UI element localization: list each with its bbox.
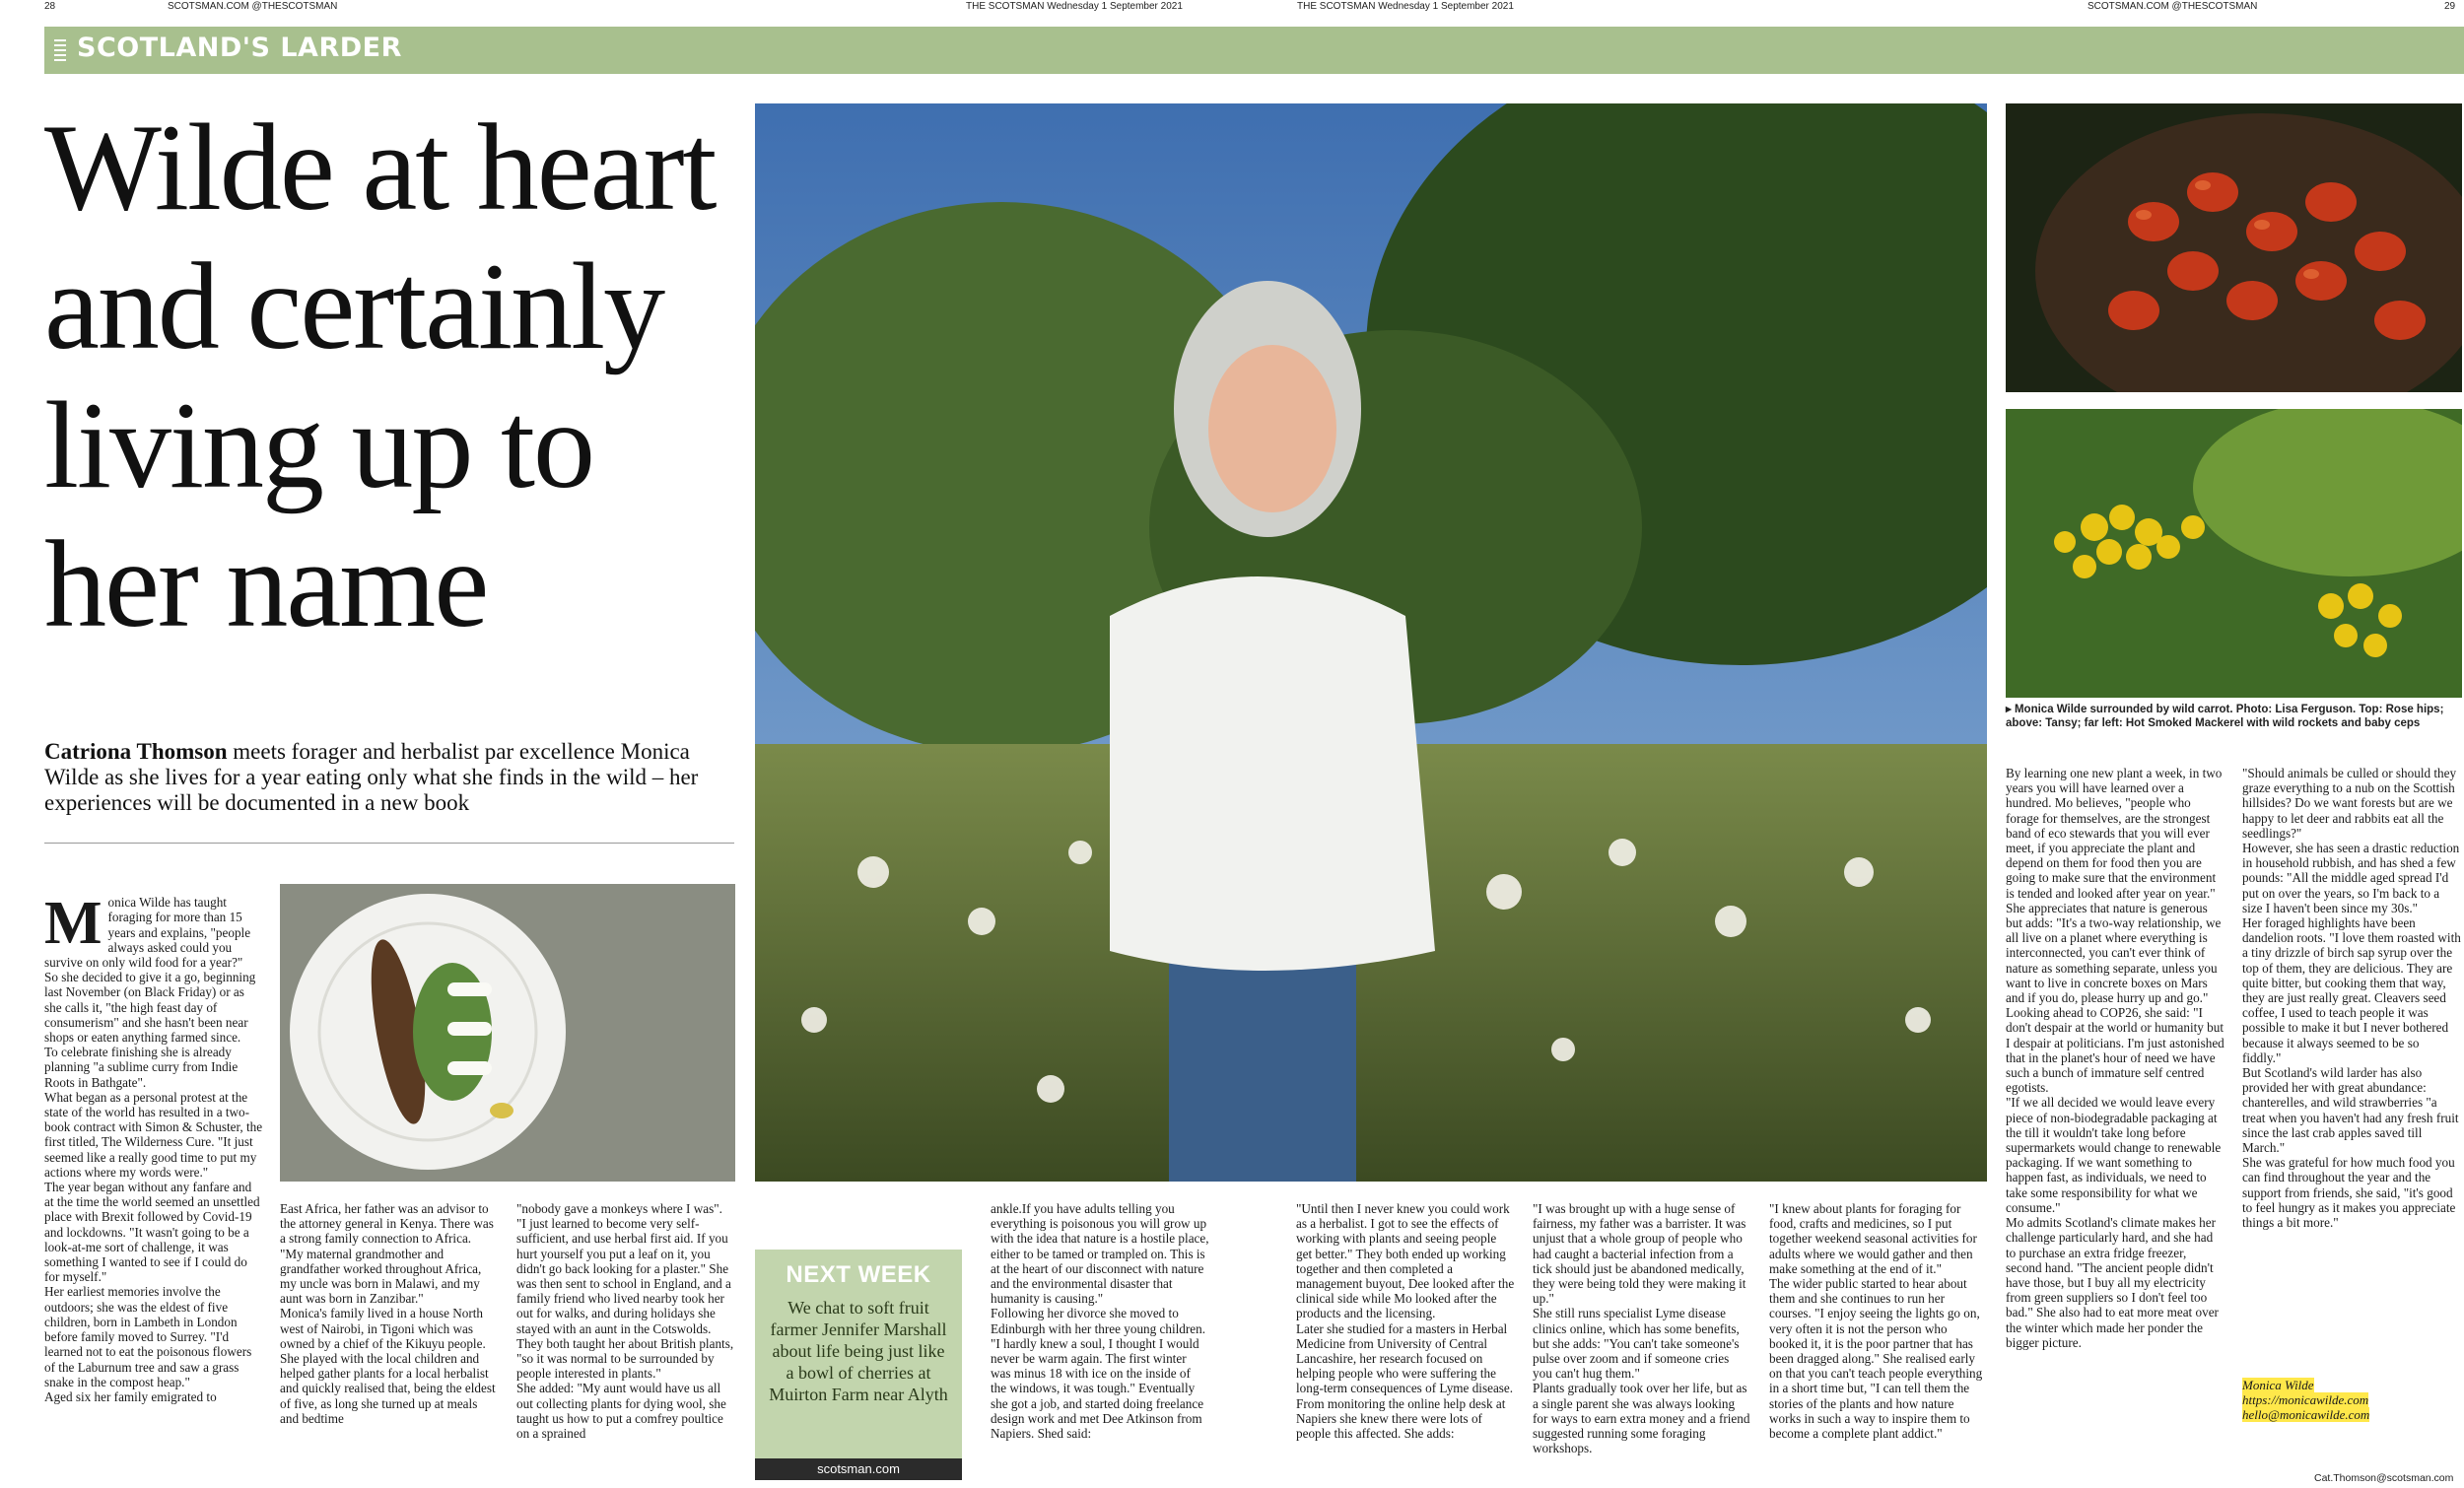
author-email-link[interactable]: Cat.Thomson@scotsman.com — [2314, 1472, 2454, 1484]
body-column-8: By learning one new plant a week, in two years you will have learned over a hundred. Mo believes, "people who forage for themselves, are the strongest band of eco stewards that you will ever meet, if you appreciate the plant and depend on them for food then you are going to make sure that the environment is tended and looked after year on year." She appreciates that nature is generous but adds: "It's a two-way relationship, we all live on a planet where everything is interconnected, you can't ever think of nature as something separate, unless you want to live in concrete boxes on Mars and if you do, please hurry up and go." Looking ahead to COP26, she said: "I don't despair at the world or humanity but I despair at politicians. I'm just astonished that in the planet's hour of need we have such a bunch of immature self centred egotists. "If we all decided we would leave every piece of non-biodegradable packaging at the till it wouldn't take long before supermarkets would change to renewable packaging. If we want something to happen fast, as individuals, we need to take some responsibility for what we consume." Mo admits Scotland's climate makes her challenge particularly hard, and she had to purchase an extra fridge freezer, second hand. "The ancient people didn't have those, but I buy all my electricity from green suppliers so I don't feel too bad." She also had to eat more meat over the winter which made her ponder the bigger picture. — [2006, 766, 2224, 1350]
signature-email-link[interactable]: hello@monicawilde.com — [2242, 1407, 2370, 1422]
body-column-6: "I was brought up with a huge sense of fairness, my father was a barrister. It was unjust that a whole group of people who had caught a bacterial infection from a tick should just be abandoned medically, they were being told they were making it up." She still runs specialist Lyme disease clinics online, which has some benefits, but she adds: "You can't take someone's pulse over zoom and if someone cries you can't hug them." Plants gradually took over her life, but as a single parent she was always looking for ways to earn extra money and a friend suggested running some foraging workshops. — [1533, 1201, 1750, 1456]
body-column-3: "nobody gave a monkeys where I was". "I just learned to become very self-sufficient, and use herbal first aid. If you hurt yourself you put a leaf on it, you didn't go back looking for a plaster." She was then sent to school in England, and a family friend who lived nearby took her out for walks, and during holidays she stayed with an aunt in the Cotswolds. They both taught her about British plants, "so it was normal to be surrounded by people interested in plants." She added: "My aunt would have us all out collecting plants for dying wool, she taught us how to put a comfrey poultice on a sprained — [516, 1201, 734, 1442]
folio-paper-left: THE SCOTSMAN Wednesday 1 September 2021 — [966, 1, 1183, 12]
folio-paper-right: THE SCOTSMAN Wednesday 1 September 2021 — [1297, 1, 1514, 12]
section-band — [44, 27, 2464, 74]
headline: Wilde at heart and certainly living up to her name — [44, 100, 716, 653]
rose-hips-photo — [2006, 103, 2462, 392]
section-rules-icon — [54, 39, 66, 61]
dropcap: M — [44, 890, 103, 958]
section-title: SCOTLAND'S LARDER — [77, 33, 402, 63]
signature-name: Monica Wilde — [2242, 1378, 2314, 1392]
body-column-9: "Should animals be culled or should they graze everything to a nub on the Scottish hillsides? Do we want forests but are we happy to let deer and rabbits eat all the seedlings?" However, she has seen a drastic reduction in household rubbish, and has shed a few pounds: "All the middle aged spread I'd put on over the years, so I'm back to a size I haven't been since my 30s." Her foraged highlights have been dandelion roots. "I love them roasted with a tiny drizzle of birch sap syrup over the top of them, they are delicious. They are quite bitter, but cooking them that way, they are just really great. Cleavers seed coffee, I used to teach people it was possible to make it but I never bothered because it always seemed to be so fiddly." But Scotland's wild larder has also provided her with great abundance: chanterelles, and wild strawberries "a treat when you haven't had any fresh fruit since the last crab apples saved till March." She was grateful for how much food you can find throughout the year and the support from friends, she said, "it's good to feel hungry as it makes you appreciate things a bit more." — [2242, 766, 2461, 1231]
caption-pointer-icon: ▸ — [2006, 704, 2015, 715]
tansy-photo — [2006, 409, 2462, 698]
folio-site-right: SCOTSMAN.COM @THESCOTSMAN — [2088, 1, 2258, 12]
standfirst-text: meets forager and herbalist par excellence Monica Wilde as she lives for a year eating only what she finds in the wild – her experiences will be documented in a new book — [44, 739, 699, 815]
signature-url-link[interactable]: https://monicawilde.com — [2242, 1392, 2369, 1407]
mackerel-illustration — [280, 884, 735, 1182]
next-week-title: NEXT WEEK — [786, 1261, 931, 1288]
standfirst — [44, 739, 734, 816]
byline: Catriona Thomson — [44, 739, 228, 764]
next-week-footer-link[interactable]: scotsman.com — [755, 1458, 962, 1480]
folio-site-left: SCOTSMAN.COM @THESCOTSMAN — [168, 1, 338, 12]
next-week-box — [755, 1250, 962, 1458]
body-column-7: "I knew about plants for foraging for food, crafts and medicines, so I put together weekend seasonal activities for adults where we would gather and then make something at the end of it." The wider public started to hear about them and she continues to run her courses. "I enjoy seeing the lights go on, very often it is not the person who booked it, it is the poor partner that has been dragged along." She realised early on that you can't teach people everything in a short time but, "I can tell them the stories of the plants and how nature works in such a way to inspire them to become a complete plant addict." — [1769, 1201, 1983, 1442]
tansy-illustration — [2006, 409, 2462, 698]
next-week-body: We chat to soft fruit farmer Jennifer Marshall about life being just like a bowl of cherries at Muirton Farm near Alyth — [769, 1298, 948, 1404]
caption-text: Monica Wilde surrounded by wild carrot. Photo: Lisa Ferguson. Top: Rose hips; above: Tansy; far left: Hot Smoked Mackerel with wild rockets and baby ceps — [2006, 704, 2444, 729]
page-number-right: 29 — [2444, 1, 2456, 12]
main-portrait-photo — [755, 103, 1987, 1182]
portrait-illustration — [755, 103, 1987, 1182]
page-number-left: 28 — [44, 1, 56, 12]
signature-block — [2242, 1378, 2369, 1422]
body-column-2: East Africa, her father was an advisor to the attorney general in Kenya. There was a strong family connection to Africa. "My maternal grandmother and grandfather worked throughout Africa, my uncle was born in Malawi, and my aunt was born in Zanzibar." Monica's family lived in a house North west of Nairobi, in Tigoni which was owned by a chief of the Kikuyu people. She played with the local children and helped gather plants for a local herbalist and quickly realised that, being the eldest of five, as long she turned up at meals and bedtime — [280, 1201, 496, 1426]
body-column-1 — [44, 880, 263, 1483]
body-column-5: "Until then I never knew you could work as a herbalist. I got to see the effects of working with plants and seeing people get better." They both ended up working together and then completed a management buyout, Dee looked after the clinical side while Mo looked after the products and the licensing. Later she studied for a masters in Herbal Medicine from University of Central Lancashire, her research focused on helping people who were suffering the long-term consequences of Lyme disease. From monitoring the online help desk at Napiers she knew there were lots of people this affected. She adds: — [1296, 1201, 1515, 1442]
body-column-4: ankle.If you have adults telling you everything is poisonous you will grow up with the idea that nature is a hostile place, either to be tamed or trampled on. This is at the heart of our disconnect with nature and the environmental disaster that humanity is causing." Following her divorce she moved to Edinburgh with her three young children. "I hardly knew a soul, I thought I would never be warm again. The first winter was minus 18 with ice on the inside of the windows, it was tough." Eventually she got a job, and started doing freelance design work and met Dee Atkinson from Napiers. Shed said: — [991, 1201, 1209, 1442]
body-column-1-text: onica Wilde has taught foraging for more than 15 years and explains, "people always asked could you survive on only wild food for a year?" So she decided to give it a go, beginning last November (on Black Friday) or as she calls it, "the high feast day of consumerism" and she hasn't been near shops or eaten anything farmed since. To celebrate finishing she is already planning "a sublime curry from Indie Roots in Bathgate". What began as a personal protest at the state of the world has resulted in a two-book contract with Simon & Schuster, the first titled, The Wilderness Cure. "It just seemed like a really good time to put my actions where my words were." The year began without any fanfare and at the time the world seemed an unsettled place with Brexit followed by Covid-19 and lockdowns. "It wasn't going to be a look-at-me sort of challenge, it was something I wanted to see if I could do for myself." Her earliest memories involve the outdoors; she was the eldest of five children, born in Lambeth in London before family moved to Surrey. "I'd learned not to eat the poisonous flowers of the Laburnum tree and saw a grass snake in the compost heap." Aged six her family emigrated to — [44, 895, 263, 1404]
rose-hips-illustration — [2006, 103, 2462, 392]
standfirst-rule — [44, 843, 734, 844]
mackerel-photo — [280, 884, 735, 1182]
photo-caption — [2006, 703, 2459, 730]
